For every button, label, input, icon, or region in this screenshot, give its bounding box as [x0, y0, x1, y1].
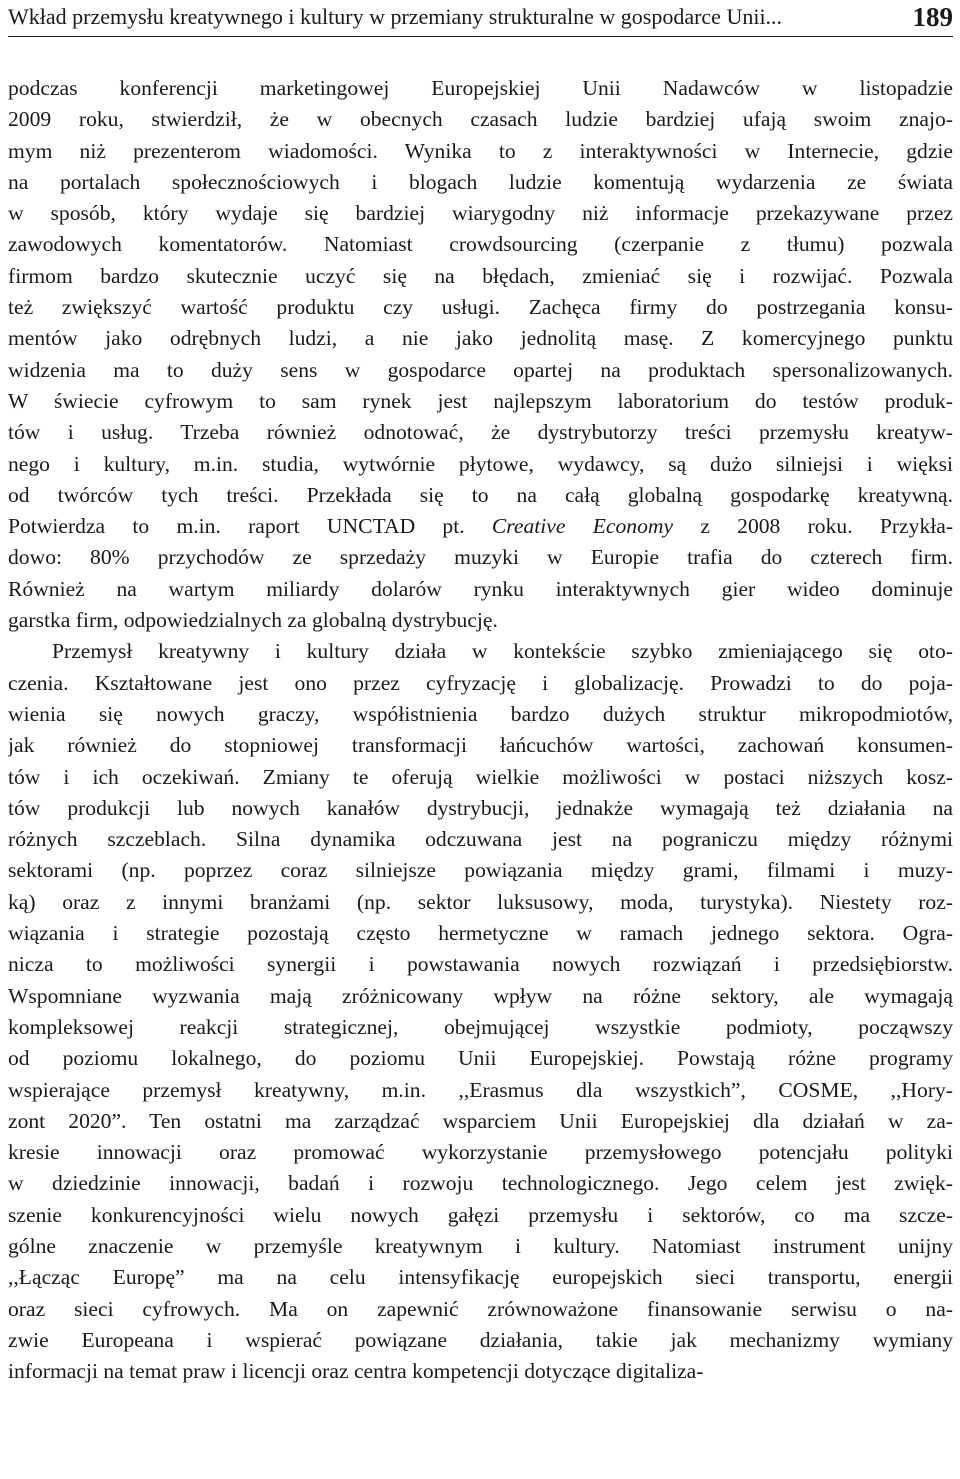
- paragraph-1-line: dowo: 80% przychodów ze sprzedaży muzyki w Europie trafia do czterech firm.: [8, 545, 953, 570]
- paragraph-1-line: na portalach społecznościowych i blogach ludzie komentują wydarzenia ze świata: [8, 169, 953, 194]
- paragraph-1-line: od twórców tych treści. Przekłada się to na całą globalną gospodarkę kreatywną.: [8, 482, 953, 507]
- paragraph-1-line: mentów jako odrębnych ludzi, a nie jako jednolitą masę. Z komercyjnego punktu: [8, 326, 953, 351]
- document-page: [8, 0, 953, 1387]
- paragraph-2-line: wiązania i strategie pozostają często hermetyczne w ramach jednego sektora. Ogra-: [8, 921, 953, 946]
- paragraph-2-line: Wspomniane wyzwania mają zróżnicowany wpływ na różne sektory, ale wymagają: [8, 983, 953, 1008]
- paragraph-2-line: zwie Europeana i wspierać powiązane działania, takie jak mechanizmy wymiany: [8, 1327, 953, 1352]
- paragraph-2-line: wspierające przemysł kreatywny, m.in. ,,Erasmus dla wszystkich”, COSME, ,,Hory-: [8, 1077, 953, 1102]
- paragraph-1-line: w sposób, który wydaje się bardziej wiarygodny niż informacje przekazywane przez: [8, 201, 953, 226]
- paragraph-2-line: kompleksowej reakcji strategicznej, obejmującej wszystkie podmioty, począwszy: [8, 1014, 953, 1039]
- paragraph-1-line: W świecie cyfrowym to sam rynek jest najlepszym laboratorium do testów produk-: [8, 388, 953, 413]
- paragraph-2-line: tów produkcji lub nowych kanałów dystrybucji, jednakże wymagają też działania na: [8, 795, 953, 820]
- paragraph-1-line: firmom bardzo skutecznie uczyć się na błędach, zmieniać się i rozwijać. Pozwala: [8, 263, 953, 288]
- paragraph-2-line: jak również do stopniowej transformacji łańcuchów wartości, zachowań konsumen-: [8, 733, 953, 758]
- paragraph-1-line: Również na wartym miliardy dolarów rynku interaktywnych gier wideo dominuje: [8, 576, 953, 601]
- paragraph-1-line: nego i kultury, m.in. studia, wytwórnie płytowe, wydawcy, są dużo silniejsi i więksi: [8, 451, 953, 476]
- paragraph-2-line: nicza to możliwości synergii i powstawania nowych rozwiązań i przedsiębiorstw.: [8, 952, 953, 977]
- paragraph-1-line: widzenia ma to duży sens w gospodarce opartej na produktach spersonalizowanych.: [8, 357, 953, 382]
- paragraph-2-line: ką) oraz z innymi branżami (np. sektor luksusowy, moda, turystyka). Niestety roz-: [8, 889, 953, 914]
- paragraph-2-line: informacji na temat praw i licencji oraz centra kompetencji dotyczące digitaliza-: [8, 1359, 704, 1384]
- paragraph-2-line: ,,Łącząc Europę” ma na celu intensyfikację europejskich sieci transportu, energii: [8, 1265, 953, 1290]
- paragraph-1-line: podczas konferencji marketingowej Europejskiej Unii Nadawców w listopadzie: [8, 76, 953, 100]
- paragraph-2-line: od poziomu lokalnego, do poziomu Unii Europejskiej. Powstają różne programy: [8, 1046, 953, 1071]
- paragraph-1-line: też zwiększyć wartość produktu czy usługi. Zachęca firmy do postrzegania konsu-: [8, 295, 953, 320]
- running-title: Wkład przemysłu kreatywnego i kultury w przemiany strukturalne w gospodarce Unii...: [8, 4, 783, 29]
- paragraph-2-line: oraz sieci cyfrowych. Ma on zapewnić zrównoważone finansowanie serwisu o na-: [8, 1296, 953, 1321]
- running-header: [8, 0, 953, 37]
- paragraph-2-line: kresie innowacji oraz promować wykorzystanie przemysłowego potencjału polityki: [8, 1140, 953, 1165]
- paragraph-2-line: sektorami (np. poprzez coraz silniejsze powiązania między grami, filmami i muzy-: [8, 858, 953, 883]
- paragraph-1-line: tów i usług. Trzeba również odnotować, że dystrybutorzy treści przemysłu kreatyw-: [8, 420, 953, 445]
- paragraph-2-line: Przemysł kreatywny i kultury działa w kontekście szybko zmieniającego się oto-: [52, 639, 953, 664]
- paragraph-1-line: garstka firm, odpowiedzialnych za globalną dystrybucję.: [8, 608, 498, 633]
- paragraph-2-line: w dziedzinie innowacji, badań i rozwoju technologicznego. Jego celem jest zwięk-: [8, 1171, 953, 1196]
- paragraph-1-line: 2009 roku, stwierdził, że w obecnych czasach ludzie bardziej ufają swoim znajo-: [8, 107, 953, 132]
- body-text: [8, 73, 953, 1387]
- book-title: Creative Economy: [491, 514, 674, 539]
- paragraph-2-line: zont 2020”. Ten ostatni ma zarządzać wsparciem Unii Europejskiej dla działań w za-: [8, 1108, 953, 1133]
- page-number: 189: [912, 2, 953, 32]
- paragraph-2-line: wienia się nowych graczy, współistnienia bardzo dużych struktur mikropodmiotów,: [8, 701, 953, 726]
- paragraph-1-line: zawodowych komentatorów. Natomiast crowdsourcing (czerpanie z tłumu) pozwala: [8, 232, 953, 257]
- paragraph-2-line: szenie konkurencyjności wielu nowych gałęzi przemysłu i sektorów, co ma szcze-: [8, 1202, 953, 1227]
- paragraph-2-line: czenia. Kształtowane jest ono przez cyfryzację i globalizację. Prowadzi to do poja-: [8, 670, 953, 695]
- paragraph-2-line: tów i ich oczekiwań. Zmiany te oferują wielkie możliwości w postaci niższych kosz-: [8, 764, 953, 789]
- paragraph-1-line: mym niż prezenterom wiadomości. Wynika to z interaktywności w Internecie, gdzie: [8, 138, 953, 163]
- paragraph-2-line: różnych szczeblach. Silna dynamika odczuwana jest na pograniczu między różnymi: [8, 827, 953, 852]
- paragraph-1-line: Potwierdza to m.in. raport UNCTAD pt. Creative Economy z 2008 roku. Przykła-: [8, 514, 953, 539]
- paragraph-2-line: gólne znaczenie w przemyśle kreatywnym i kultury. Natomiast instrument unijny: [8, 1233, 953, 1258]
